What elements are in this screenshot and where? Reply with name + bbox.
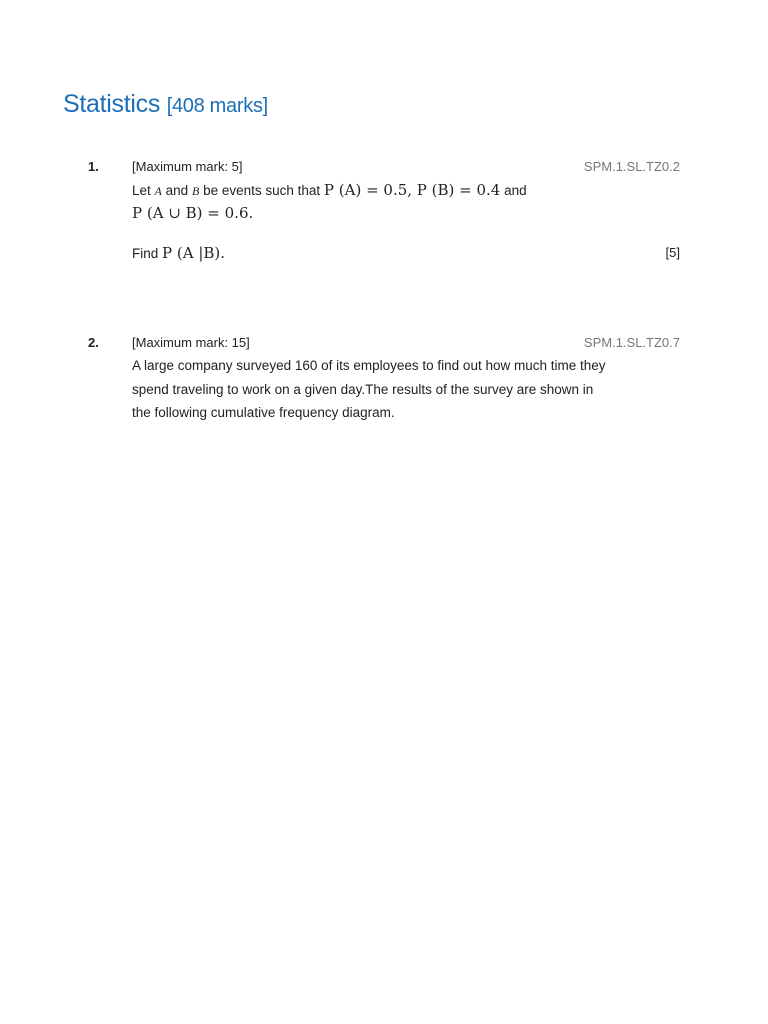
question-text-line <box>132 204 253 222</box>
page-title-text: Statistics <box>63 90 161 118</box>
question-max-mark: [Maximum mark: 15] <box>132 335 250 350</box>
math-expression: P (A) = 0.5, P (B) = 0.4 <box>323 181 501 199</box>
question-code: SPM.1.SL.TZ0.2 <box>583 159 680 174</box>
question-text-line: the following cumulative frequency diagram. <box>132 405 395 420</box>
page-total-marks: [408 marks] <box>166 95 268 117</box>
question-text-line <box>132 181 527 199</box>
question-task-line <box>132 244 225 262</box>
question-text-line: A large company surveyed 160 of its employees to find out how much time they <box>132 358 606 373</box>
question-max-mark: [Maximum mark: 5] <box>132 159 243 174</box>
page-title <box>63 90 268 119</box>
text-let: Let <box>132 183 151 198</box>
math-expression: P (A ∪ B) = 0.6. <box>132 204 254 222</box>
variable-a: A <box>154 184 162 198</box>
question-part-marks: [5] <box>665 245 680 260</box>
text-and: and <box>504 183 527 198</box>
text-find: Find <box>132 246 159 261</box>
question-text-line: spend traveling to work on a given day.The results of the survey are shown in <box>132 382 594 397</box>
variable-b: B <box>191 184 200 198</box>
text-and: and <box>165 183 189 198</box>
question-number: 1. <box>88 159 99 174</box>
text-events: be events such that <box>203 183 321 198</box>
question-number: 2. <box>88 335 99 350</box>
math-expression: P (A |B). <box>162 244 226 262</box>
question-code: SPM.1.SL.TZ0.7 <box>583 335 680 350</box>
